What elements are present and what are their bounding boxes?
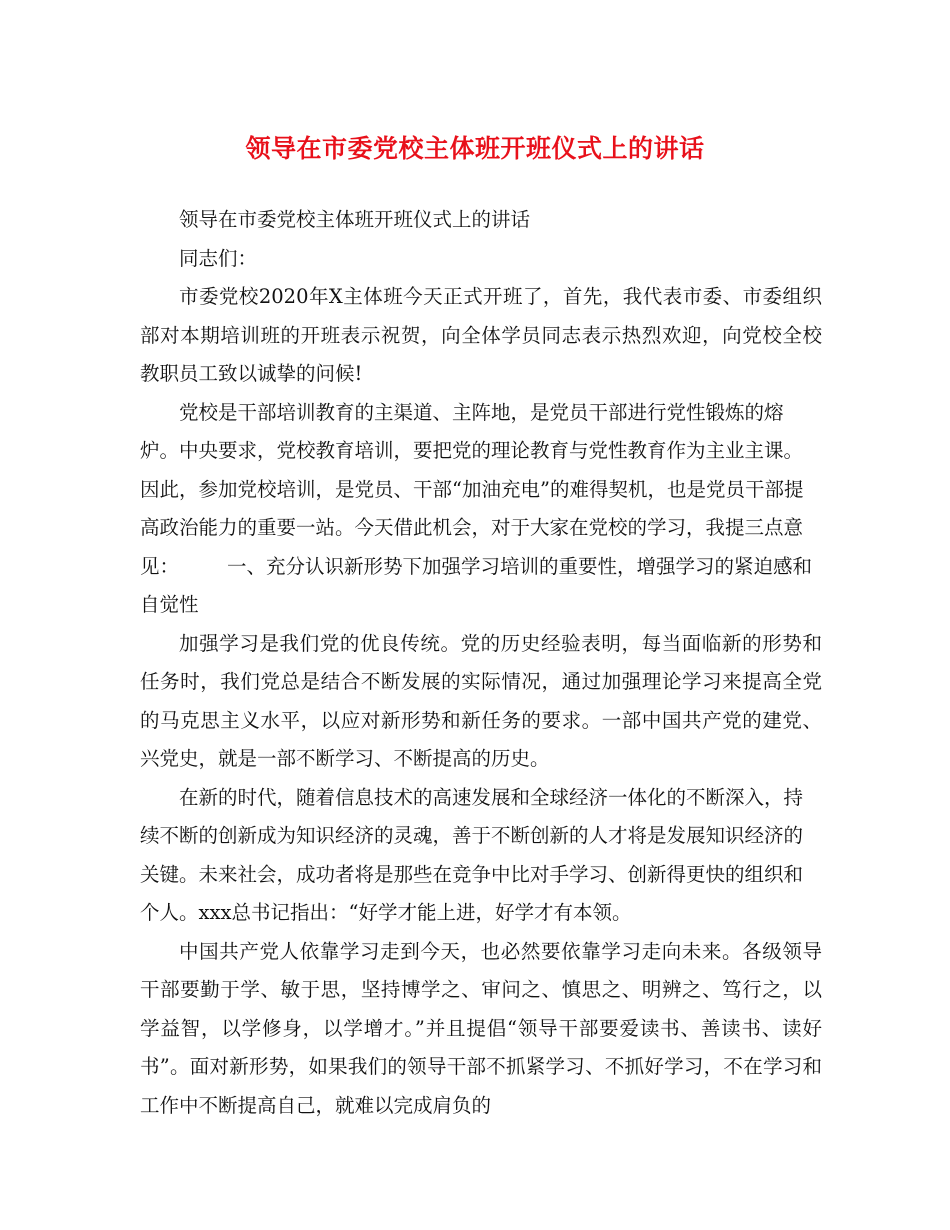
body-heading: 领导在市委党校主体班开班仪式上的讲话 [179, 208, 531, 231]
paragraph-learning: 中国共产党人依靠学习走到今天，也必然要依靠学习走向未来。各级领导干部要勤于学、敏于思，坚持博学之、审问之、慎思之、明辨之、笃行之，以学益智，以学修身，以学增才。”并且提倡“领导干部要爱读书、善读书、读好书”。面对新形势，如果我们的领导干部不抓紧学习、不抓好学习，不在学习和工作中不断提高自己，就难以完成肩负的 [140, 939, 822, 1117]
section-heading-1: 一、充分认识新形势下加强学习培训的重要性，增强学习的紧迫感和自觉性 [140, 554, 813, 616]
paragraph-party-school-text: 党校是干部培训教育的主渠道、主阵地，是党员干部进行党性锻炼的熔炉。中央要求，党校教育培训，要把党的理论教育与党性教育作为主业主课。因此，参加党校培训，是党员、干部“加油充电”的难得契机，也是党员干部提高政治能力的重要一站。今天借此机会，对于大家在党校的学习，我提三点意见： [140, 400, 804, 578]
paragraph-opening: 市委党校2020年X主体班今天正式开班了，首先，我代表市委、市委组织部对本期培训班的开班表示祝贺，向全体学员同志表示热烈欢迎，向党校全校教职员工致以诚挚的问候! [140, 285, 822, 385]
paragraph-tradition: 加强学习是我们党的优良传统。党的历史经验表明，每当面临新的形势和任务时，我们党总是结合不断发展的实际情况，通过加强理论学习来提高全党的马克思主义水平，以应对新形势和新任务的要求。一部中国共产党的建党、兴党史，就是一部不断学习、不断提高的历史。 [140, 631, 822, 770]
salutation: 同志们： [179, 246, 258, 270]
document-body [140, 201, 822, 1125]
paragraph-new-era: 在新的时代，随着信息技术的高速发展和全球经济一体化的不断深入，持续不断的创新成为知识经济的灵魂，善于不断创新的人才将是发展知识经济的关键。未来社会，成功者将是那些在竞争中比对手学习、创新得更快的组织和个人。xxx总书记指出：“好学才能上进，好学才有本领。 [140, 785, 804, 924]
document-title: 领导在市委党校主体班开班仪式上的讲话 [245, 134, 705, 163]
paragraph-party-school [140, 394, 822, 625]
